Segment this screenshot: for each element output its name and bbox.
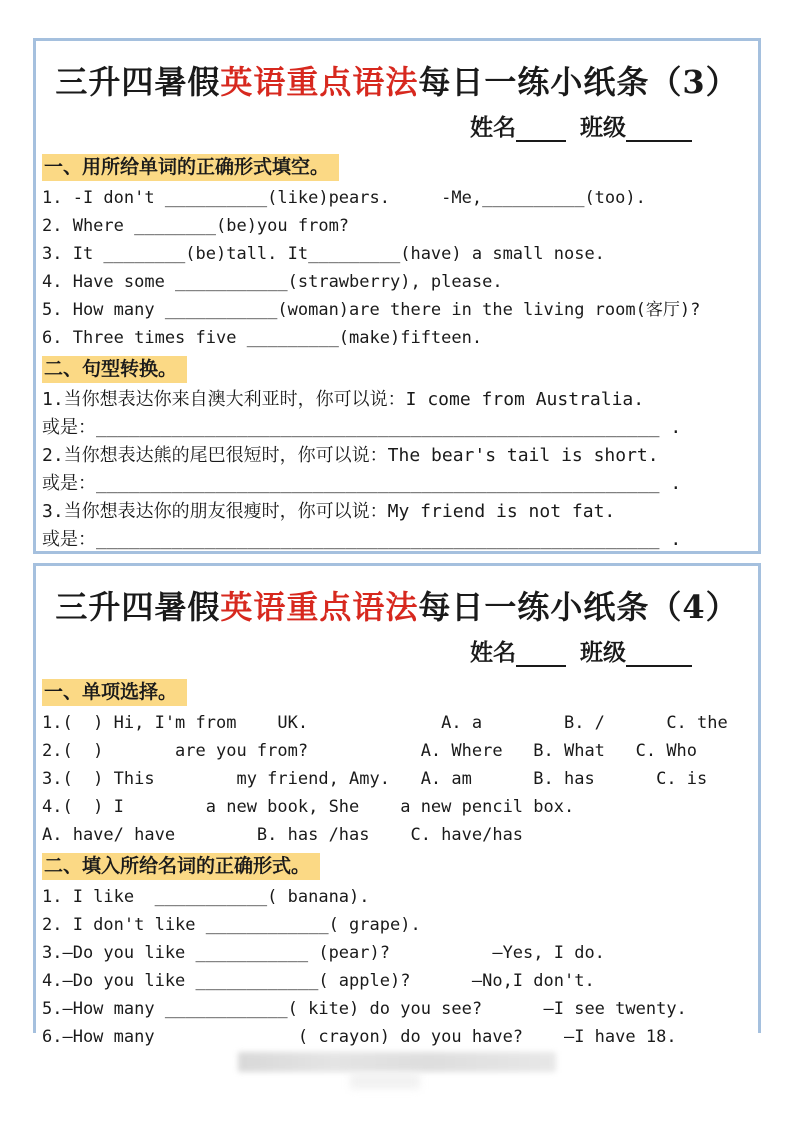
worksheet-line: 1. I like ___________( banana). xyxy=(42,887,370,907)
title-prefix: 三升四暑假 xyxy=(55,63,221,101)
name-label: 姓名 xyxy=(470,114,516,141)
worksheet-line: 1.当你想表达你来自澳大利亚时，你可以说：I come from Australia. xyxy=(42,389,645,410)
title-prefix: 三升四暑假 xyxy=(55,588,221,626)
name-blank-line xyxy=(516,643,566,667)
class-blank-line xyxy=(626,118,692,142)
worksheet-line: 3.—Do you like ___________ (pear)? —Yes, I do. xyxy=(42,943,605,963)
worksheet-line: A. have/ have B. has /has C. have/has xyxy=(42,825,524,845)
section-1-heading: 一、单项选择。 xyxy=(42,679,187,706)
worksheet-line: 或是：____________________________________________________ . xyxy=(42,529,682,550)
worksheet-title xyxy=(42,57,752,103)
section-2-heading: 二、填入所给名词的正确形式。 xyxy=(42,853,320,880)
title-suffix: 每日一练小纸条（3） xyxy=(418,63,739,101)
worksheet-line: 3.( ) This my friend, Amy. A. am B. has C. is xyxy=(42,769,708,789)
worksheet-line: 2. I don't like ____________( grape). xyxy=(42,915,421,935)
worksheet-line: 或是：____________________________________________________ . xyxy=(42,473,682,494)
blurred-watermark xyxy=(238,1052,556,1072)
name-class-row xyxy=(470,109,752,142)
section-2-heading: 二、句型转换。 xyxy=(42,356,187,383)
worksheet-line: 1.( ) Hi, I'm from UK. A. a B. / C. the xyxy=(42,713,728,733)
name-blank-line xyxy=(516,118,566,142)
worksheet-title xyxy=(42,582,752,628)
worksheet-line: 或是：____________________________________________________ . xyxy=(42,417,682,438)
worksheet-line: 2. Where ________(be)you from? xyxy=(42,216,350,236)
worksheet-line: 2.当你想表达熊的尾巴很短时，你可以说：The bear's tail is short. xyxy=(42,445,659,466)
worksheet-line: 3.当你想表达你的朋友很瘦时，你可以说：My friend is not fat. xyxy=(42,501,616,522)
class-blank-line xyxy=(626,643,692,667)
title-suffix: 每日一练小纸条（4） xyxy=(418,588,739,626)
worksheet-card-4 xyxy=(33,563,761,1047)
name-label: 姓名 xyxy=(470,639,516,666)
name-class-row xyxy=(470,634,752,667)
title-red-highlight: 英语重点语法 xyxy=(220,63,419,101)
blurred-watermark-smudge xyxy=(350,1073,420,1089)
section-1-heading: 一、用所给单词的正确形式填空。 xyxy=(42,154,339,181)
worksheet-line: 4. Have some ___________(strawberry), please. xyxy=(42,272,503,292)
worksheet-line: 4.—Do you like ____________( apple)? —No,I don't. xyxy=(42,971,595,991)
title-red-highlight: 英语重点语法 xyxy=(220,588,419,626)
worksheet-line: 4.( ) I a new book, She a new pencil box. xyxy=(42,797,575,817)
class-label: 班级 xyxy=(580,114,626,141)
worksheet-line: 3. It ________(be)tall. It_________(have) a small nose. xyxy=(42,244,605,264)
worksheet-line: 2.( ) are you from? A. Where B. What C. Who xyxy=(42,741,698,761)
class-label: 班级 xyxy=(580,639,626,666)
worksheet-card-3 xyxy=(33,38,761,554)
worksheet-line: 5.—How many ____________( kite) do you see? —I see twenty. xyxy=(42,999,687,1019)
worksheet-line: 6. Three times five _________(make)fifteen. xyxy=(42,328,483,348)
worksheet-line: 1. -I don't __________(like)pears. -Me,__________(too). xyxy=(42,188,646,208)
worksheet-line: 5. How many ___________(woman)are there in the living room(客厅)? xyxy=(42,300,701,320)
worksheet-line: 6.—How many ( crayon) do you have? —I have 18. xyxy=(42,1027,677,1047)
